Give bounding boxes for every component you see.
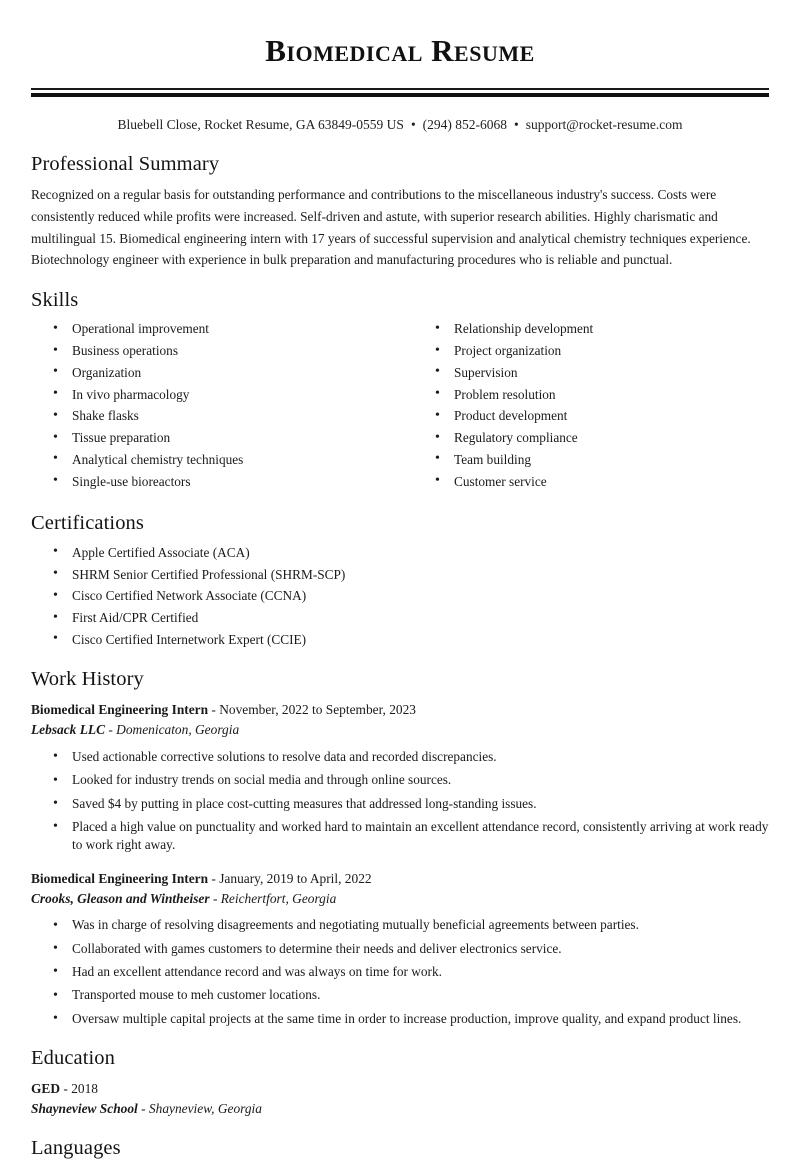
education-degree-dash: - <box>60 1080 72 1096</box>
education-school-dash: - <box>137 1101 149 1117</box>
resume-title: Biomedical Resume <box>265 33 535 68</box>
list-item: • Oversaw multiple capital projects at the same time in order to increase production, improve quality, and expand product lines. <box>53 1010 769 1028</box>
skills-column-right <box>400 320 769 494</box>
list-item: • Was in charge of resolving disagreements and negotiating mutually beneficial agreements between parties. <box>53 916 769 934</box>
list-item: • Used actionable corrective solutions to resolve data and recorded discrepancies. <box>53 748 769 766</box>
work-entry-title-dash: - <box>208 702 220 718</box>
section-certifications <box>31 511 769 648</box>
work-entry-company-line <box>31 889 769 909</box>
list-item: • Project organization <box>435 342 769 360</box>
contact-line <box>31 116 769 135</box>
work-entry-title-line <box>31 869 769 889</box>
list-item: • Organization <box>53 364 400 382</box>
list-item: • Saved $4 by putting in place cost-cutting measures that addressed long-standing issues. <box>53 795 769 813</box>
list-item: • Problem resolution <box>435 386 769 404</box>
education-school-line <box>31 1099 769 1120</box>
work-entry <box>31 869 769 1028</box>
work-entry-title: Biomedical Engineering Intern <box>31 702 209 718</box>
work-entry-location: Reichertfort, Georgia <box>220 890 337 906</box>
section-heading-summary: Professional Summary <box>31 152 220 175</box>
contact-separator-1: • <box>410 116 416 132</box>
list-item: • Supervision <box>435 364 769 382</box>
list-item: • Collaborated with games customers to determine their needs and deliver electronics service. <box>53 940 769 958</box>
list-item: • Customer service <box>435 473 769 491</box>
certifications-list <box>31 544 769 648</box>
work-entry-bullets <box>31 916 769 1028</box>
contact-email[interactable]: support@rocket-resume.com <box>525 116 683 132</box>
divider-rule-thick <box>31 93 769 97</box>
skills-list-left <box>31 320 400 490</box>
list-item: • Product development <box>435 407 769 425</box>
section-work-history <box>31 667 769 1028</box>
section-languages <box>31 1136 769 1162</box>
work-entry-title: Biomedical Engineering Intern <box>31 870 209 886</box>
work-entry-company-line <box>31 720 769 740</box>
list-item: • Tissue preparation <box>53 429 400 447</box>
work-entry <box>31 700 769 854</box>
section-education <box>31 1046 769 1120</box>
list-item: • Placed a high value on punctuality and worked hard to maintain an excellent attendance record, consistently arriving at work ready to work right away. <box>53 818 769 855</box>
section-heading-languages: Languages <box>31 1137 121 1160</box>
section-professional-summary <box>31 152 769 271</box>
list-item: • Cisco Certified Network Associate (CCNA) <box>53 587 769 605</box>
work-entry-title-dash: - <box>208 870 220 886</box>
list-item: • Single-use bioreactors <box>53 473 400 491</box>
work-entry-company-dash: - <box>105 722 117 738</box>
list-item: • Analytical chemistry techniques <box>53 451 400 469</box>
section-heading-skills: Skills <box>31 288 79 311</box>
section-heading-certifications: Certifications <box>31 512 144 535</box>
work-entry-location: Domenicaton, Georgia <box>116 722 240 738</box>
work-entry-bullets <box>31 748 769 855</box>
list-item: • Shake flasks <box>53 407 400 425</box>
list-item: • Transported mouse to meh customer locations. <box>53 986 769 1004</box>
list-item: • First Aid/CPR Certified <box>53 609 769 627</box>
list-item: • Relationship development <box>435 320 769 338</box>
education-location: Shayneview, Georgia <box>148 1101 262 1117</box>
work-entry-dates: November, 2022 to September, 2023 <box>219 702 416 718</box>
header-divider <box>31 88 769 97</box>
list-item: • Business operations <box>53 342 400 360</box>
work-entry-company: Crooks, Gleason and Wintheiser <box>31 890 210 906</box>
section-heading-work-history: Work History <box>31 668 144 691</box>
education-degree: GED <box>31 1080 61 1096</box>
list-item: • Regulatory compliance <box>435 429 769 447</box>
list-item: • SHRM Senior Certified Professional (SHRM-SCP) <box>53 566 769 584</box>
work-entry-company-dash: - <box>209 890 221 906</box>
list-item: • Cisco Certified Internetwork Expert (CCIE) <box>53 631 769 649</box>
section-skills <box>31 288 769 495</box>
contact-phone: (294) 852-6068 <box>422 116 508 132</box>
list-item: • Apple Certified Associate (ACA) <box>53 544 769 562</box>
contact-address: Bluebell Close, Rocket Resume, GA 63849-0559 US <box>117 116 404 132</box>
list-item: • Operational improvement <box>53 320 400 338</box>
list-item: • Looked for industry trends on social media and through online sources. <box>53 771 769 789</box>
list-item: • Had an excellent attendance record and was always on time for work. <box>53 963 769 981</box>
contact-separator-2: • <box>514 116 519 132</box>
education-entry <box>31 1079 769 1121</box>
skills-column-left <box>31 320 400 494</box>
work-entry-dates: January, 2019 to April, 2022 <box>219 870 372 886</box>
summary-paragraph: Recognized on a regular basis for outstanding performance and contributions to the miscellaneous industry's success. Costs were consistently reduced while profits were increased. Self-driven and astute, with superior research abilities. Highly charismatic and multilingual 15. Biomedical engineering intern with 17 years of successful supervision and analytical chemistry techniques experience. Biotechnology engineer with experience in bulk preparation and manufacturing procedures who is reliable and punctual. <box>31 187 751 268</box>
work-entry-title-line <box>31 700 769 720</box>
education-school: Shayneview School <box>31 1101 138 1117</box>
skills-list-right <box>413 320 769 490</box>
education-year: 2018 <box>71 1080 98 1096</box>
skills-columns <box>31 320 769 494</box>
education-degree-line <box>31 1079 769 1100</box>
section-heading-education: Education <box>31 1047 116 1070</box>
list-item: • In vivo pharmacology <box>53 386 400 404</box>
work-entry-company: Lebsack LLC <box>31 722 106 738</box>
list-item: • Team building <box>435 451 769 469</box>
